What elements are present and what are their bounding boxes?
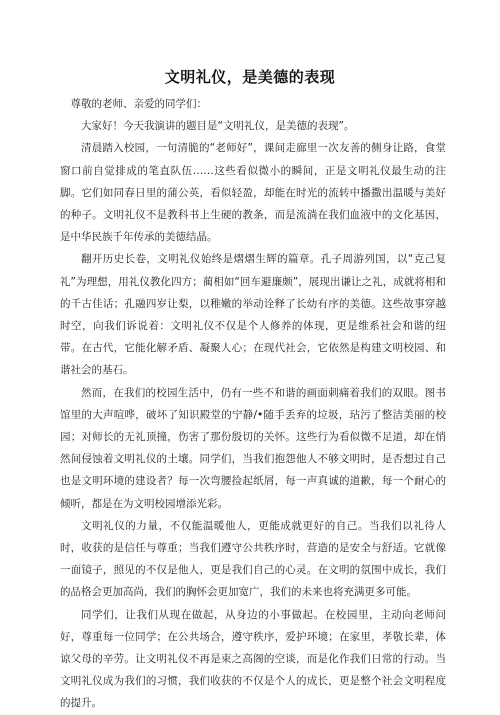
body-paragraph: 文明礼仪的力量，不仅能温暖他人，更能成就更好的自己。当我们以礼待人时，收获的是信任与尊重；当我们遵守公共秩序时，营造的是安全与舒适。它就像一面镜子，照见的不仅是他人，更是我们自己的心灵。在文明的氛围中成长，我们的品格会更加高尚，我们的胸怀会更加宽广，我们的未来也将充满更多可能。 <box>60 519 446 599</box>
body-paragraph: 清晨踏入校园，一句清脆的“老师好”，课间走廊里一次友善的侧身让路，食堂窗口前自觉排成的笔直队伍……这些看似微小的瞬间，正是文明礼仪最生动的注脚。它们如同春日里的蒲公英，看似轻盈，却能在时光的流转中播撒出温暖与美好的种子。文明礼仪不是教科书上生硬的教条，而是流淌在我们血液中的文化基因，是中华民族千年传承的美德结晶。 <box>60 142 446 244</box>
body-paragraph: 同学们，让我们从现在做起，从身边的小事做起。在校园里，主动向老师问好，尊重每一位同学；在公共场合，遵守秩序，爱护环境；在家里，孝敬长辈，体谅父母的辛劳。让文明礼仪不再是束之高阁的空谈，而是化作我们日常的行动。当文明礼仪成为我们的习惯，我们收获的不仅是个人的成长，更是整个社会文明程度的提升。 <box>60 608 446 710</box>
body-paragraph: 然而，在我们的校园生活中，仍有一些不和谐的画面刺痛着我们的双眼。图书馆里的大声喧哗，破坏了知识殿堂的宁静/•随手丢弃的垃圾，玷污了整洁美丽的校园；对师长的无礼顶撞，伤害了那份殷切的关怀。这些行为看似微不足道，却在悄然间侵蚀着文明礼仪的土壤。同学们，当我们抱怨他人不够文明时，是否想过自己也是文明环境的建设者？每一次弯腰捡起纸屑，每一声真诚的道歉，每一个耐心的倾听，都是在为文明校园增添光彩。 <box>60 386 446 510</box>
document-title: 文明礼仪，是美德的表现 <box>164 68 336 86</box>
salutation-paragraph: 尊敬的老师、亲爱的同学们： <box>70 98 207 110</box>
greeting-paragraph: 大家好！今天我演讲的题目是“文明礼仪，是美德的表现”。 <box>81 120 355 133</box>
body-paragraph: 翻开历史长卷，文明礼仪始终是熠熠生辉的篇章。孔子周游列国，以“克己复礼”为理想，用礼仪教化四方；蔺相如“回车避廉颇”，展现出谦让之礼，成就将相和的千古佳话；孔融四岁让梨，以稚嫩的举动诠释了长幼有序的美德。这些故事穿越时空，向我们诉说着：文明礼仪不仅是个人修养的体现，更是维系社会和谐的纽带。在古代，它能化解矛盾、凝聚人心；在现代社会，它依然是构建文明校园、和谐社会的基石。 <box>60 253 446 377</box>
document-body <box>60 93 446 715</box>
